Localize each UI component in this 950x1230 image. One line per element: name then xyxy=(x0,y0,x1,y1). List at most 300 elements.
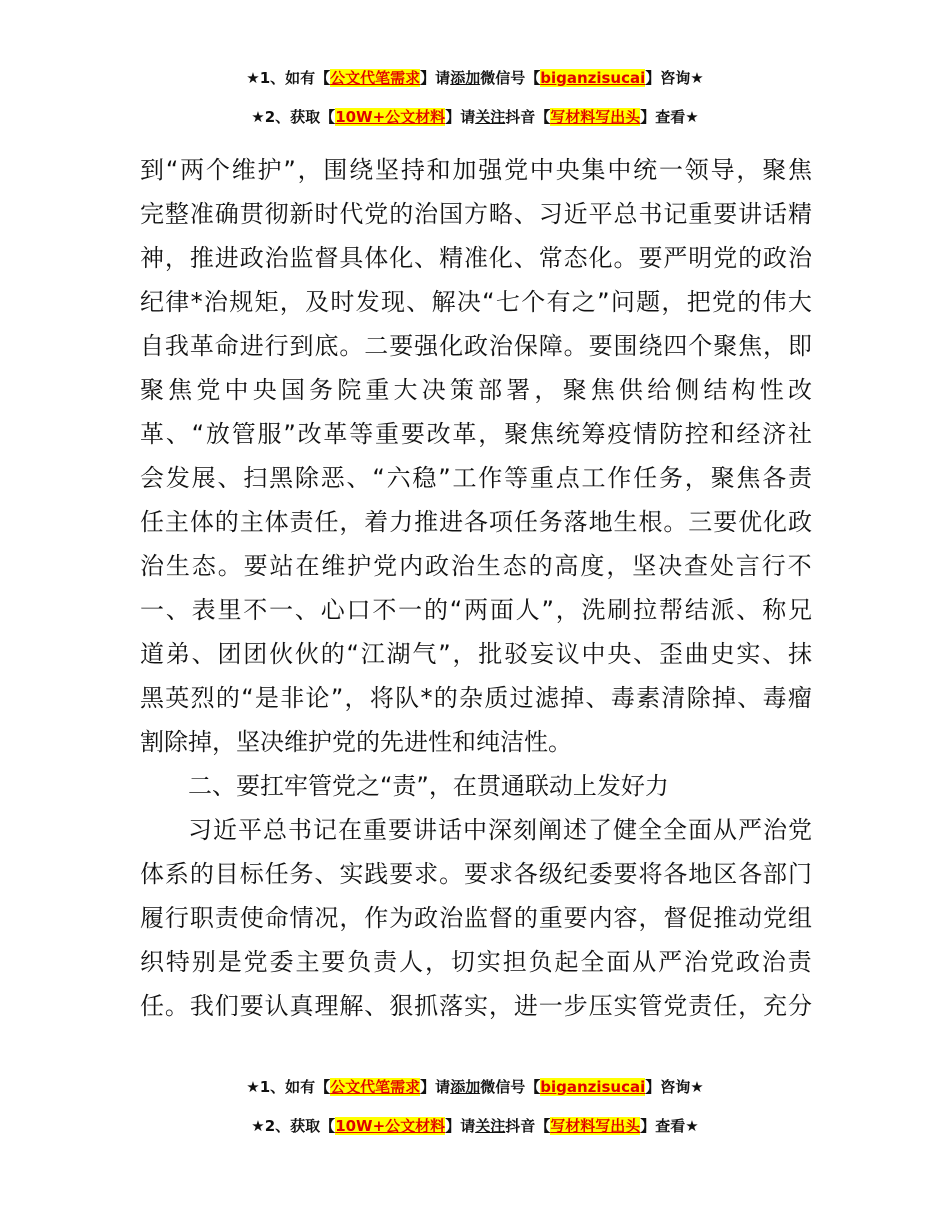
char: 决 xyxy=(658,552,683,580)
char: 聚 xyxy=(140,376,164,404)
char: 时 xyxy=(314,200,339,228)
char: 治 xyxy=(414,200,439,228)
char: 生 xyxy=(165,552,190,580)
char: 等 xyxy=(504,464,529,492)
char: 面 xyxy=(688,816,712,844)
char: 重 xyxy=(688,200,713,228)
char: 况 xyxy=(314,904,339,932)
body-line xyxy=(140,984,812,1028)
body-line xyxy=(140,896,812,940)
char: 经 xyxy=(736,420,761,448)
wechat-id-highlight: biganzisucai xyxy=(540,69,646,87)
char: 两 xyxy=(464,596,488,624)
char: 大 xyxy=(393,376,418,404)
char: 中 xyxy=(224,376,249,404)
char: 治 xyxy=(761,948,786,976)
char: 神 xyxy=(140,244,164,272)
char: 落 xyxy=(439,992,464,1020)
char: 压 xyxy=(588,992,613,1020)
char: 加 xyxy=(452,156,477,184)
promo-highlight: 10W+公文材料 xyxy=(335,108,446,126)
char: 严 xyxy=(658,948,683,976)
char: 曲 xyxy=(684,640,709,668)
char: 四 xyxy=(663,332,688,360)
char: 进 xyxy=(513,992,538,1020)
char: 治 xyxy=(684,948,709,976)
char: 及 xyxy=(305,288,330,316)
char: 过 xyxy=(509,684,534,712)
char: 论 xyxy=(305,684,330,712)
char: 系 xyxy=(164,860,189,888)
char: 要 xyxy=(638,244,663,272)
char: 有 xyxy=(546,288,571,316)
char: 发 xyxy=(165,464,190,492)
char: 质 xyxy=(484,684,509,712)
char: 的 xyxy=(320,640,345,668)
char: 三 xyxy=(688,508,713,536)
char: 治 xyxy=(439,904,464,932)
char: 史 xyxy=(710,640,735,668)
char: 重 xyxy=(529,464,554,492)
char: 。 xyxy=(217,552,242,580)
char: 面 xyxy=(489,596,514,624)
char: “ xyxy=(372,464,385,492)
char: 践 xyxy=(364,860,389,888)
char: 、 xyxy=(633,640,658,668)
char: 改 xyxy=(787,376,812,404)
char: 署 xyxy=(506,376,531,404)
char: 各 xyxy=(463,508,488,536)
char: 瘤 xyxy=(787,684,812,712)
body-line xyxy=(140,852,812,896)
char: 一 xyxy=(398,596,423,624)
char: 到 xyxy=(289,332,314,360)
char: 体 xyxy=(364,244,389,272)
banner-text: 】咨询★ xyxy=(645,1078,704,1096)
char: ” xyxy=(283,420,296,448)
char: 疫 xyxy=(607,420,632,448)
douyin-id-highlight: 写材料写出头 xyxy=(550,108,641,126)
char: 化 xyxy=(588,244,613,272)
char: 情 xyxy=(289,904,314,932)
char: 化 xyxy=(439,332,464,360)
char: 方 xyxy=(463,200,488,228)
char: 任 xyxy=(314,508,339,536)
char: 党 xyxy=(763,904,788,932)
char: 革 xyxy=(189,332,214,360)
char: 点 xyxy=(555,464,580,492)
char: 态 xyxy=(563,244,588,272)
char: 任 xyxy=(633,464,658,492)
char: 全 xyxy=(580,948,605,976)
char: 工 xyxy=(581,464,606,492)
char: 焦 xyxy=(788,156,812,184)
char: 的 xyxy=(433,684,458,712)
char: 滤 xyxy=(534,684,559,712)
char: 放 xyxy=(205,420,230,448)
char: 社 xyxy=(788,420,812,448)
char: 政 xyxy=(414,904,439,932)
char: 要 xyxy=(588,332,613,360)
char: 站 xyxy=(269,552,294,580)
char: 任 xyxy=(513,508,538,536)
char: 地 xyxy=(688,860,713,888)
char: 刷 xyxy=(607,596,632,624)
char: 、 xyxy=(513,244,538,272)
char: 责 xyxy=(788,464,812,492)
char: 记 xyxy=(663,200,688,228)
body-line xyxy=(140,148,812,192)
char: 政 xyxy=(763,244,788,272)
char: 务 xyxy=(309,376,334,404)
char: 面 xyxy=(606,948,631,976)
char: 中 xyxy=(463,816,487,844)
char: 聚 xyxy=(504,420,529,448)
char: 党 xyxy=(243,948,268,976)
char: 准 xyxy=(463,244,488,272)
char: ， xyxy=(763,332,788,360)
char: 重 xyxy=(365,376,390,404)
char: “ xyxy=(482,288,495,316)
char: 要 xyxy=(400,420,425,448)
char: 管 xyxy=(638,992,663,1020)
char: 讲 xyxy=(738,200,763,228)
char: 之 xyxy=(571,288,596,316)
char: 根 xyxy=(638,508,663,536)
char: 、 xyxy=(314,860,339,888)
char: 要 xyxy=(563,904,588,932)
char: 稳 xyxy=(412,464,437,492)
char: 英 xyxy=(165,684,190,712)
char: 、 xyxy=(406,288,431,316)
char: 议 xyxy=(555,640,580,668)
char: 我 xyxy=(164,332,189,360)
char: 求 xyxy=(414,860,439,888)
char: 政 xyxy=(424,552,449,580)
char: 的 xyxy=(423,596,448,624)
char: 规 xyxy=(229,288,254,316)
char: 里 xyxy=(217,596,242,624)
char: ， xyxy=(555,596,580,624)
char: 、 xyxy=(513,200,538,228)
char: 党 xyxy=(196,376,221,404)
char: 强 xyxy=(414,332,439,360)
char: 标 xyxy=(239,860,264,888)
section-heading xyxy=(140,764,812,808)
char: 从 xyxy=(632,948,657,976)
douyin-id-highlight: 写材料写出头 xyxy=(550,1117,641,1135)
char: 门 xyxy=(787,860,812,888)
char: 掉 xyxy=(712,684,736,712)
char: 实 xyxy=(736,640,761,668)
char: 职 xyxy=(189,904,214,932)
char: 队 xyxy=(395,684,420,712)
char: 贯 xyxy=(239,200,264,228)
char: ， xyxy=(344,684,369,712)
char: ， xyxy=(661,288,686,316)
char: 精 xyxy=(439,244,464,272)
body-line xyxy=(140,192,812,236)
char: 织 xyxy=(140,948,164,976)
char: 态 xyxy=(502,552,527,580)
char: 平 xyxy=(588,200,613,228)
char: 中 xyxy=(529,156,554,184)
char: 要 xyxy=(389,860,414,888)
char: 讲 xyxy=(413,816,437,844)
char: * xyxy=(190,288,203,316)
char: 两 xyxy=(180,156,205,184)
char: 导 xyxy=(710,156,735,184)
char: 国 xyxy=(280,376,305,404)
char: 、 xyxy=(414,244,439,272)
char: 国 xyxy=(439,200,464,228)
char: 决 xyxy=(421,376,446,404)
char: 焦 xyxy=(590,376,615,404)
char: 纪 xyxy=(563,860,588,888)
char: 彻 xyxy=(264,200,289,228)
char: 认 xyxy=(264,992,289,1020)
char: 大 xyxy=(787,288,812,316)
char: 责 xyxy=(688,992,713,1020)
char: 完 xyxy=(140,200,164,228)
char: 全 xyxy=(663,816,687,844)
char: 务 xyxy=(658,464,683,492)
char: 、 xyxy=(294,596,319,624)
char: 人 xyxy=(515,596,540,624)
char: 主 xyxy=(164,508,189,536)
char: 习 xyxy=(538,200,563,228)
char: 解 xyxy=(431,288,456,316)
char: ， xyxy=(488,992,513,1020)
char: 个 xyxy=(205,156,230,184)
char: 内 xyxy=(588,904,613,932)
char: “ xyxy=(449,596,463,624)
char: 伙 xyxy=(294,640,319,668)
char: 主 xyxy=(295,948,320,976)
char: 充 xyxy=(763,992,788,1020)
banner-text: 】请 xyxy=(445,108,476,126)
banner-text: 抖音【 xyxy=(505,108,551,126)
char: 集 xyxy=(581,156,606,184)
char: 供 xyxy=(618,376,643,404)
char: 党 xyxy=(712,288,736,316)
char: ， xyxy=(534,376,559,404)
char: 矩 xyxy=(254,288,279,316)
char: 领 xyxy=(684,156,709,184)
char: 兄 xyxy=(788,596,812,624)
body-line xyxy=(140,236,812,280)
char: 现 xyxy=(380,288,405,316)
char: 部 xyxy=(763,860,788,888)
char: 略 xyxy=(488,200,513,228)
body-line xyxy=(140,368,812,412)
char: 新 xyxy=(289,200,314,228)
char: 总 xyxy=(613,200,638,228)
char: 毒 xyxy=(610,684,635,712)
char: ” xyxy=(597,288,610,316)
char: 整 xyxy=(164,200,189,228)
char: 、 xyxy=(346,464,371,492)
char: 济 xyxy=(762,420,787,448)
char: 帮 xyxy=(658,596,683,624)
char: 伙 xyxy=(269,640,294,668)
body-line-paragraph-start xyxy=(140,808,812,852)
char: 主 xyxy=(239,508,264,536)
char: 中 xyxy=(581,640,606,668)
char: ， xyxy=(478,420,503,448)
char: 除 xyxy=(686,684,711,712)
char: 称 xyxy=(762,596,787,624)
char: 实 xyxy=(339,860,364,888)
char: 革 xyxy=(140,420,164,448)
char: 要 xyxy=(243,552,268,580)
char: 体 xyxy=(140,860,164,888)
char: 护 xyxy=(347,552,372,580)
char: 委 xyxy=(588,860,613,888)
char: 党 xyxy=(364,200,389,228)
char: 促 xyxy=(688,904,713,932)
char: ” xyxy=(330,684,344,712)
banner-underlined-text: 添加 xyxy=(450,1078,481,1096)
char: 把 xyxy=(686,288,711,316)
char: 级 xyxy=(538,860,563,888)
char: 履 xyxy=(140,904,164,932)
char: 保 xyxy=(513,332,538,360)
char: ， xyxy=(339,904,364,932)
char: 等 xyxy=(349,420,374,448)
footer-promo-line-2 xyxy=(0,1115,950,1137)
header-promo-line-2 xyxy=(0,106,950,128)
char: 二 xyxy=(364,332,389,360)
char: 焦 xyxy=(738,332,763,360)
char: 防 xyxy=(658,420,683,448)
char: 。 xyxy=(663,508,688,536)
char: ， xyxy=(684,464,709,492)
char: 责 xyxy=(787,948,812,976)
char: 负 xyxy=(528,948,553,976)
char: 了 xyxy=(588,816,612,844)
char: 化 xyxy=(389,244,414,272)
char: 非 xyxy=(280,684,305,712)
header-promo-line-1 xyxy=(0,67,950,89)
char: 拉 xyxy=(633,596,658,624)
char: 题 xyxy=(636,288,661,316)
char: 是 xyxy=(217,948,242,976)
char: 、 xyxy=(191,640,216,668)
char: 解 xyxy=(339,992,364,1020)
char: 和 xyxy=(710,420,735,448)
char: 的 xyxy=(528,552,553,580)
char: 。 xyxy=(613,244,638,272)
char: 障 xyxy=(538,332,563,360)
char: 清 xyxy=(661,684,686,712)
char: 述 xyxy=(563,816,587,844)
char: 的 xyxy=(513,904,538,932)
char: 杂 xyxy=(459,684,484,712)
char: 聚 xyxy=(710,464,735,492)
char: 治 xyxy=(203,288,228,316)
banner-text: 微信号【 xyxy=(480,1078,541,1096)
char: 治 xyxy=(488,332,513,360)
char: 气 xyxy=(412,640,437,668)
char: ， xyxy=(424,948,449,976)
char: 代 xyxy=(339,200,364,228)
char: 改 xyxy=(426,420,451,448)
char: 生 xyxy=(613,508,638,536)
body-line xyxy=(140,676,812,720)
char: 管 xyxy=(231,420,256,448)
banner-text: 】咨询★ xyxy=(645,69,704,87)
char: 内 xyxy=(399,552,424,580)
char: 地 xyxy=(588,508,613,536)
char: ， xyxy=(164,244,189,272)
char: “ xyxy=(191,420,205,448)
body-line xyxy=(140,588,812,632)
char: 统 xyxy=(633,156,658,184)
char: 党 xyxy=(709,948,734,976)
char: 精 xyxy=(787,200,812,228)
char: 一 xyxy=(140,596,164,624)
char: 我 xyxy=(189,992,214,1020)
char: 要 xyxy=(713,508,738,536)
char: 强 xyxy=(478,156,503,184)
char: 任 xyxy=(713,992,738,1020)
char: 党 xyxy=(663,992,688,1020)
char: 、 xyxy=(364,992,389,1020)
char: 责 xyxy=(214,904,239,932)
char: 烈 xyxy=(190,684,215,712)
char: 行 xyxy=(264,332,289,360)
char: 、 xyxy=(585,684,610,712)
char: 绕 xyxy=(638,332,663,360)
char: 问 xyxy=(610,288,635,316)
char: 绕 xyxy=(349,156,374,184)
char: 为 xyxy=(389,904,414,932)
char: 要 xyxy=(613,860,638,888)
char: 的 xyxy=(389,200,414,228)
char: * xyxy=(420,684,433,712)
char: 近 xyxy=(563,200,588,228)
char: 监 xyxy=(463,904,488,932)
char: 严 xyxy=(663,244,688,272)
char: 六 xyxy=(386,464,411,492)
char: 组 xyxy=(787,904,812,932)
char: 、 xyxy=(736,596,761,624)
char: 的 xyxy=(738,244,763,272)
char: 阐 xyxy=(538,816,562,844)
char: 驳 xyxy=(504,640,529,668)
char: 决 xyxy=(456,288,481,316)
char: 要 xyxy=(389,332,414,360)
heading-text: 二、要扛牢管党之“责”，在贯通联动上发好力 xyxy=(188,772,669,800)
char: 重 xyxy=(538,904,563,932)
body-line xyxy=(140,456,812,500)
char: 人 xyxy=(399,948,424,976)
banner-text: ★1、如有【 xyxy=(246,69,331,87)
char: 伟 xyxy=(762,288,787,316)
banner-underlined-text: 关注 xyxy=(475,1117,506,1135)
char: 各 xyxy=(663,860,688,888)
char: 进 xyxy=(214,244,239,272)
char: 平 xyxy=(238,816,262,844)
char: 动 xyxy=(738,904,763,932)
char: 查 xyxy=(684,552,709,580)
char: 特 xyxy=(165,948,190,976)
char: 严 xyxy=(738,816,762,844)
char: 湖 xyxy=(386,640,411,668)
char: 将 xyxy=(638,860,663,888)
char: 总 xyxy=(263,816,287,844)
